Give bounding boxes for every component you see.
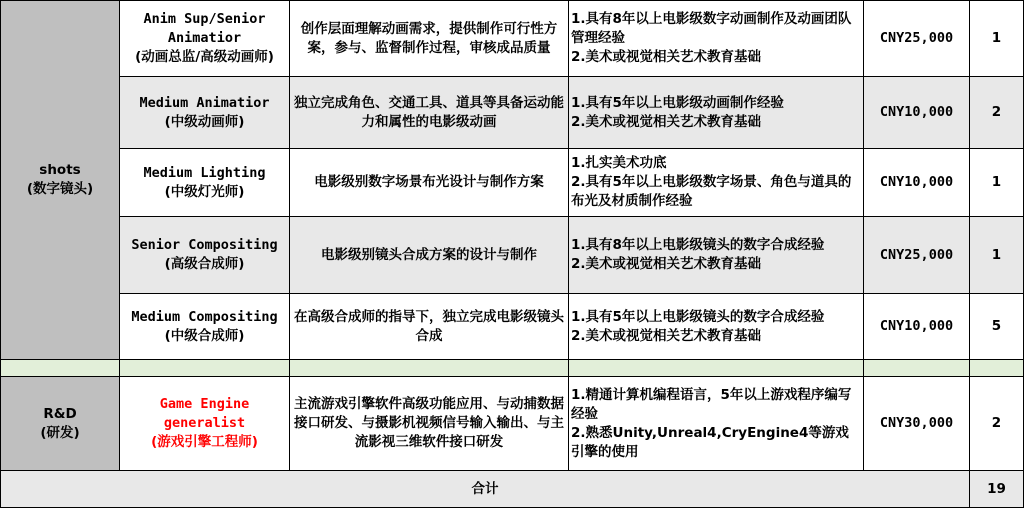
table-row [1, 1, 1024, 77]
role-cell [120, 217, 290, 294]
role-en: Medium Compositing [131, 308, 278, 325]
duty-cell: 电影级别镜头合成方案的设计与制作 [290, 217, 569, 294]
requirement-line: 1.扎实美术功底 [571, 155, 667, 171]
requirement-cell [569, 149, 864, 217]
total-label: 合计 [1, 471, 970, 508]
requirement-line: 1.具有5年以上电影级镜头的数字合成经验 [571, 308, 825, 325]
role-cell [120, 77, 290, 149]
requirement-line: 2.具有5年以上电影级数字场景、角色与道具的布光及材质制作经验 [571, 174, 852, 209]
role-cn: (中级灯光师) [164, 183, 245, 200]
requirement-line: 2.熟悉Unity,Unreal4,CryEngine4等游戏引擎的使用 [571, 424, 849, 460]
requirement-line: 1.精通计算机编程语言，5年以上游戏程序编写经验 [571, 386, 852, 422]
requirement-cell [569, 77, 864, 149]
requirement-cell [569, 1, 864, 77]
role-cn: (高级合成师) [164, 256, 245, 272]
spacer-cell [864, 360, 970, 377]
total-value: 19 [970, 471, 1024, 508]
requirement-cell [569, 217, 864, 294]
role-cell [120, 377, 290, 471]
role-cell [120, 1, 290, 77]
salary-cell: CNY10,000 [864, 149, 970, 217]
spacer-cell [120, 360, 290, 377]
role-cn: (游戏引擎工程师) [151, 434, 258, 450]
requirement-line: 1.具有8年以上电影级数字动画制作及动画团队管理经验 [571, 11, 852, 46]
duty-cell: 在高级合成师的指导下，独立完成电影级镜头合成 [290, 294, 569, 360]
role-cn: (动画总监/高级动画师) [135, 49, 274, 65]
requirement-line: 1.具有8年以上电影级镜头的数字合成经验 [571, 237, 825, 253]
spacer-cell [1, 360, 120, 377]
salary-cell: CNY10,000 [864, 294, 970, 360]
group-name-en: R&D [43, 405, 77, 422]
spacer-cell [290, 360, 569, 377]
table-row [1, 217, 1024, 294]
role-cn: (中级合成师) [164, 327, 245, 344]
count-cell: 5 [970, 294, 1024, 360]
count-cell: 1 [970, 1, 1024, 77]
requirement-line: 2.美术或视觉相关艺术教育基础 [571, 256, 762, 272]
role-cell [120, 149, 290, 217]
spacer-cell [970, 360, 1024, 377]
role-en: Medium Animatior [139, 94, 270, 111]
group-name-cn: (数字镜头) [26, 181, 94, 197]
duty-cell: 独立完成角色、交通工具、道具等具备运动能力和属性的电影级动画 [290, 77, 569, 149]
salary-cell: CNY25,000 [864, 1, 970, 77]
count-cell: 1 [970, 149, 1024, 217]
group-cell-shots [1, 1, 120, 360]
total-row [1, 471, 1024, 508]
requirement-cell [569, 377, 864, 471]
count-cell: 2 [970, 77, 1024, 149]
count-cell: 2 [970, 377, 1024, 471]
spacer-cell [569, 360, 864, 377]
table-row [1, 377, 1024, 471]
spacer-row [1, 360, 1024, 377]
role-en: Medium Lighting [143, 164, 266, 181]
role-en: Anim Sup/Senior Animatior [143, 11, 266, 46]
role-en: Senior Compositing [131, 237, 278, 253]
salary-cell: CNY10,000 [864, 77, 970, 149]
role-cn: (中级动画师) [164, 113, 245, 130]
group-name-cn: (研发) [40, 424, 80, 441]
requirement-line: 2.美术或视觉相关艺术教育基础 [571, 49, 762, 65]
duty-cell: 电影级别数字场景布光设计与制作方案 [290, 149, 569, 217]
count-cell: 1 [970, 217, 1024, 294]
table-row [1, 77, 1024, 149]
requirement-line: 2.美术或视觉相关艺术教育基础 [571, 113, 762, 130]
salary-cell: CNY30,000 [864, 377, 970, 471]
duty-cell: 创作层面理解动画需求，提供制作可行性方案，参与、监督制作过程，审核成品质量 [290, 1, 569, 77]
requirement-line: 1.具有5年以上电影级动画制作经验 [571, 94, 784, 111]
role-en: Game Engine generalist [159, 396, 250, 431]
duty-cell: 主流游戏引擎软件高级功能应用、与动捕数据接口研发、与摄影机视频信号输入输出、与主流影视三维软件接口研发 [290, 377, 569, 471]
salary-cell: CNY25,000 [864, 217, 970, 294]
table-row [1, 294, 1024, 360]
group-cell-rd [1, 377, 120, 471]
group-name-en: shots [39, 162, 81, 178]
requirement-cell [569, 294, 864, 360]
requirement-line: 2.美术或视觉相关艺术教育基础 [571, 327, 762, 344]
role-cell [120, 294, 290, 360]
table-row [1, 149, 1024, 217]
